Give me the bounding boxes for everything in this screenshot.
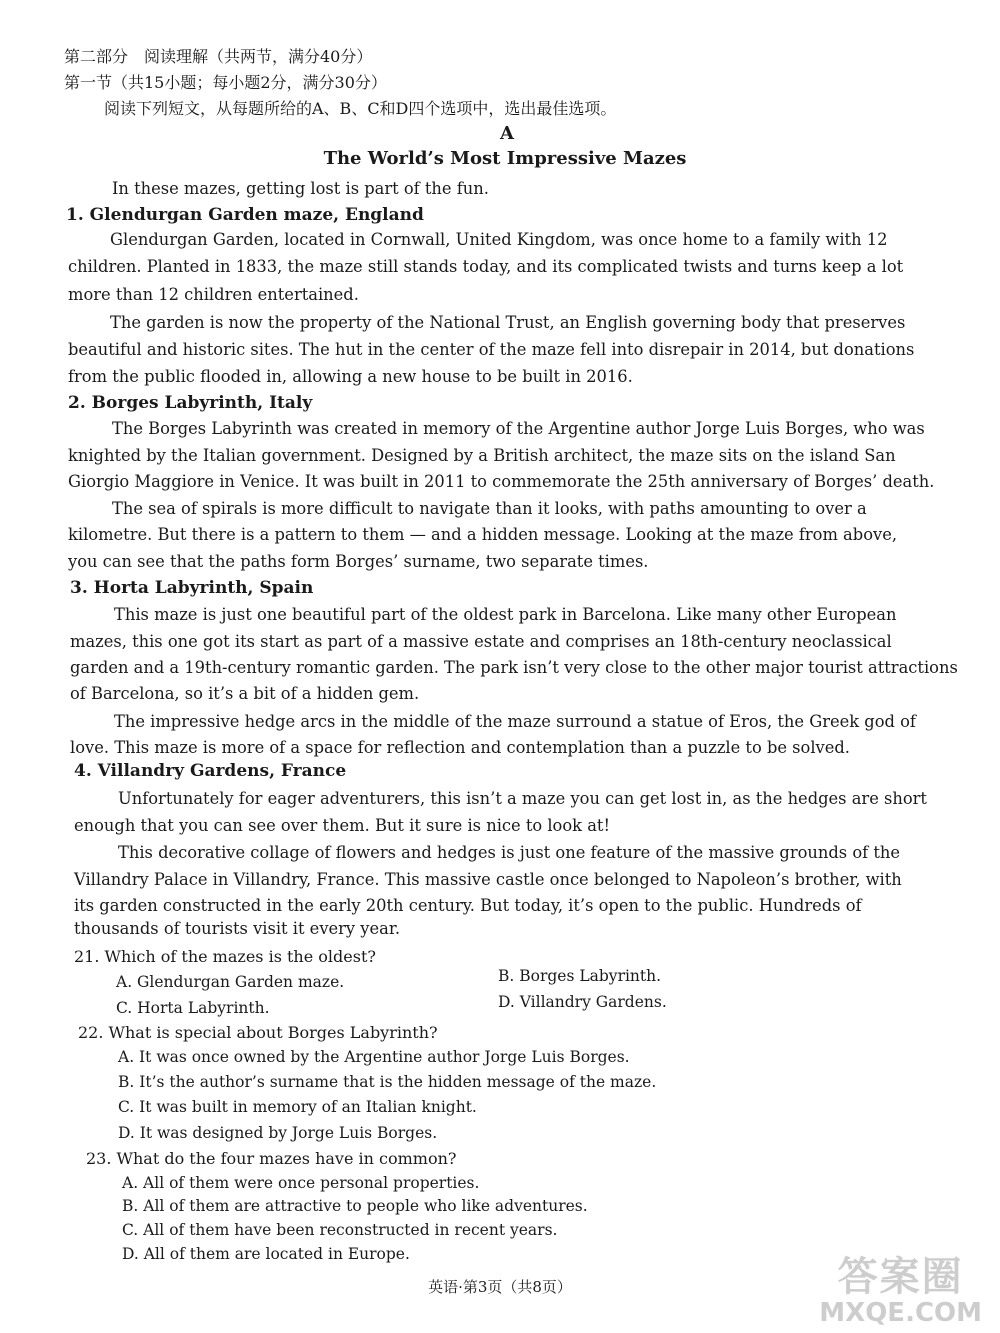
passage-line: knighted by the Italian government. Designed by a British architect, the maze sits on the island San <box>68 446 896 465</box>
answer-option: B. Borges Labyrinth. <box>498 967 662 985</box>
watermark <box>819 1255 982 1327</box>
answer-option: D. All of them are located in Europe. <box>122 1245 410 1263</box>
passage-line: Unfortunately for eager adventurers, this isn’t a maze you can get lost in, as the hedges are short <box>118 789 927 808</box>
answer-option: C. It was built in memory of an Italian knight. <box>118 1098 477 1116</box>
passage-title: The World’s Most Impressive Mazes <box>323 148 687 169</box>
passage-line: mazes, this one got its start as part of a massive estate and comprises an 18th-century neoclassical <box>70 632 892 651</box>
passage-line: thousands of tourists visit it every year. <box>74 919 401 938</box>
question-stem: 22. What is special about Borges Labyrinth? <box>78 1023 438 1042</box>
passage-line: enough that you can see over them. But it sure is nice to look at! <box>74 816 610 835</box>
passage-line: children. Planted in 1833, the maze still stands today, and its complicated twists and turns keep a lot <box>68 257 904 276</box>
passage-letter: A <box>500 123 514 144</box>
passage-line: from the public flooded in, allowing a new house to be built in 2016. <box>68 367 633 386</box>
passage-line: you can see that the paths form Borges’ surname, two separate times. <box>68 552 649 571</box>
passage-line: more than 12 children entertained. <box>68 285 359 304</box>
page-footer: 英语·第3页（共8页） <box>428 1278 572 1296</box>
passage-line: Giorgio Maggiore in Venice. It was built in 2011 to commemorate the 25th anniversary of Borges’ death. <box>68 472 935 491</box>
passage-line: love. This maze is more of a space for reflection and contemplation than a puzzle to be solved. <box>70 738 850 757</box>
answer-option: A. Glendurgan Garden maze. <box>116 973 345 991</box>
maze-heading-1: 1. Glendurgan Garden maze, England <box>66 205 424 225</box>
passage-line: The impressive hedge arcs in the middle of the maze surround a statue of Eros, the Greek god of <box>114 712 916 731</box>
passage-line: kilometre. But there is a pattern to them — and a hidden message. Looking at the maze from above, <box>68 525 898 544</box>
answer-option: C. Horta Labyrinth. <box>116 999 270 1017</box>
passage-line: Glendurgan Garden, located in Cornwall, United Kingdom, was once home to a family with 12 <box>110 230 888 249</box>
part-heading: 第二部分 阅读理解（共两节，满分40分） <box>64 47 373 66</box>
passage-line: garden and a 19th-century romantic garden. The park isn’t very close to the other major tourist attractions <box>70 658 958 677</box>
passage-line: This maze is just one beautiful part of the oldest park in Barcelona. Like many other European <box>114 605 897 624</box>
answer-option: D. Villandry Gardens. <box>498 993 667 1011</box>
passage-line: The garden is now the property of the National Trust, an English governing body that preserves <box>110 313 906 332</box>
watermark-site: MXQE.COM <box>819 1298 982 1328</box>
passage-line: of Barcelona, so it’s a bit of a hidden gem. <box>70 684 420 703</box>
maze-heading-2: 2. Borges Labyrinth, Italy <box>68 393 313 413</box>
watermark-logo: 答案圈 <box>837 1254 964 1300</box>
passage-line: The sea of spirals is more difficult to navigate than it looks, with paths amounting to over a <box>112 499 867 518</box>
instruction-text: 阅读下列短文，从每题所给的A、B、C和D四个选项中，选出最佳选项。 <box>104 99 617 118</box>
answer-option: B. All of them are attractive to people who like adventures. <box>122 1197 588 1215</box>
section-heading: 第一节（共15小题；每小题2分，满分30分） <box>64 73 387 92</box>
passage-line: This decorative collage of flowers and hedges is just one feature of the massive grounds of the <box>118 843 901 862</box>
passage-line: beautiful and historic sites. The hut in the center of the maze fell into disrepair in 2014, but donations <box>68 340 915 359</box>
question-stem: 23. What do the four mazes have in common? <box>86 1149 457 1168</box>
answer-option: B. It’s the author’s surname that is the hidden message of the maze. <box>118 1073 657 1091</box>
answer-option: A. It was once owned by the Argentine author Jorge Luis Borges. <box>118 1048 630 1066</box>
answer-option: D. It was designed by Jorge Luis Borges. <box>118 1124 438 1142</box>
passage-intro: In these mazes, getting lost is part of the fun. <box>112 179 489 198</box>
passage-line: The Borges Labyrinth was created in memory of the Argentine author Jorge Luis Borges, who was <box>112 419 925 438</box>
maze-heading-3: 3. Horta Labyrinth, Spain <box>70 578 314 598</box>
passage-line: Villandry Palace in Villandry, France. This massive castle once belonged to Napoleon’s brother, with <box>74 870 902 889</box>
answer-option: C. All of them have been reconstructed in recent years. <box>122 1221 558 1239</box>
maze-heading-4: 4. Villandry Gardens, France <box>74 761 347 781</box>
answer-option: A. All of them were once personal properties. <box>122 1174 480 1192</box>
question-stem: 21. Which of the mazes is the oldest? <box>74 947 376 966</box>
passage-line: its garden constructed in the early 20th century. But today, it’s open to the public. Hundreds of <box>74 896 862 915</box>
